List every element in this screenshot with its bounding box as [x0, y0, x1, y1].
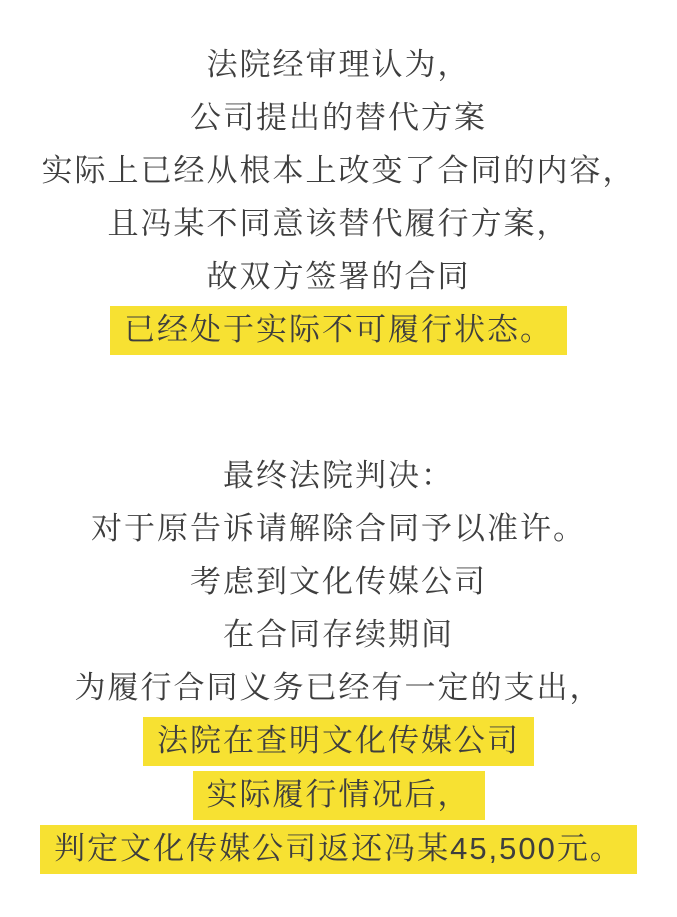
text-line: 最终法院判决：: [223, 458, 454, 493]
highlighted-line: [0, 768, 677, 822]
highlighted-line: [0, 303, 677, 357]
text-line: 对于原告诉请解除合同予以准许。: [91, 511, 586, 546]
text-line: 故双方签署的合同: [206, 259, 471, 294]
text-line: 实际上已经从根本上改变了合同的内容，: [41, 153, 636, 188]
highlighted-line: [0, 822, 677, 876]
highlight-mark: 法院在查明文化传媒公司: [143, 717, 534, 766]
highlight-mark: 已经处于实际不可履行状态。: [110, 306, 567, 355]
text-line: 考虑到文化传媒公司: [190, 564, 487, 599]
court-verdict-section: [0, 449, 677, 876]
section-gap: [0, 357, 677, 449]
highlight-mark: 判定文化传媒公司返还冯某45,500元。: [40, 825, 637, 874]
text-line: 公司提出的替代方案: [190, 100, 487, 135]
text-line: 且冯某不同意该替代履行方案，: [107, 206, 570, 241]
highlight-mark: 实际履行情况后，: [193, 771, 485, 820]
text-line: 为履行合同义务已经有一定的支出，: [74, 670, 603, 705]
highlighted-line: [0, 714, 677, 768]
text-line: 法院经审理认为，: [206, 47, 471, 82]
text-line: 在合同存续期间: [223, 617, 454, 652]
court-opinion-section: [0, 38, 677, 357]
